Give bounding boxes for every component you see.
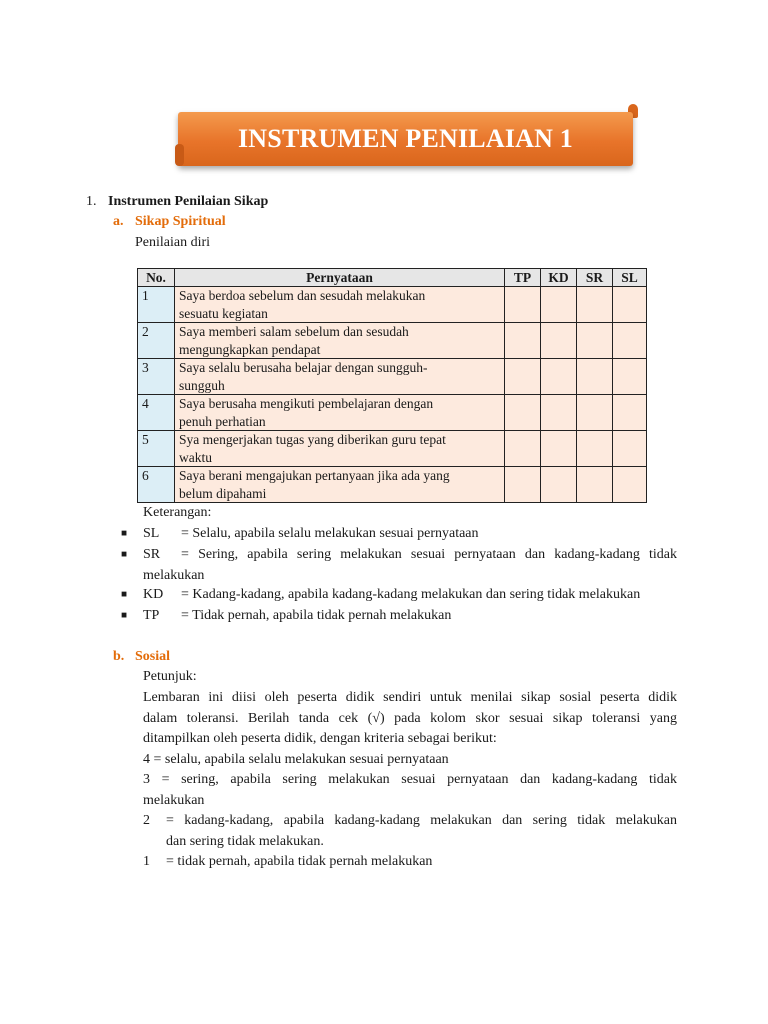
table-header-row [138,269,647,287]
score-cell-sl[interactable] [613,431,647,467]
criteria-1-number: 1 [143,854,150,869]
instruction-line: Lembaran ini diisi oleh peserta didik sendiri untuk menilai sikap sosial peserta didik [143,690,677,705]
criteria-1: = tidak pernah, apabila tidak pernah melakukan [166,854,433,869]
row-number: 1 [138,287,175,323]
score-cell-tp[interactable] [505,359,541,395]
statement-line: Saya selalu berusaha belajar dengan sungguh- [179,360,428,375]
score-cell-kd[interactable] [541,467,577,503]
statement-line: Saya berusaha mengikuti pembelajaran dengan [179,396,434,411]
legend-text: = Kadang-kadang, apabila kadang-kadang melakukan dan sering tidak melakukan [181,587,641,602]
criteria-4: 4 = selalu, apabila selalu melakukan sesuai pernyataan [143,752,449,767]
score-cell-kd[interactable] [541,359,577,395]
table-row [138,287,647,323]
legend-text-continued: melakukan [143,568,205,583]
keterangan-label: Keterangan: [143,505,212,520]
statement-line: Saya berdoa sebelum dan sesudah melakukan [179,288,426,303]
row-statement [175,467,505,503]
subsection-title: Sikap Spiritual [135,214,226,229]
statement-line: Sya mengerjakan tugas yang diberikan guru tepat [179,432,446,447]
table-row [138,467,647,503]
legend-code: SL [143,526,160,541]
score-cell-sr[interactable] [577,359,613,395]
header-statement: Pernyataan [175,269,505,287]
score-cell-tp[interactable] [505,395,541,431]
legend-text: = Sering, apabila sering melakukan sesuai pernyataan dan kadang-kadang tidak [181,547,677,562]
header-kd: KD [541,269,577,287]
subsection-letter: b. [113,649,125,664]
score-cell-sr[interactable] [577,395,613,431]
statement-line: penuh perhatian [179,413,266,429]
score-cell-tp[interactable] [505,431,541,467]
row-statement [175,287,505,323]
instruction-line: dalam toleransi. Berilah tanda cek (√) pada kolom skor sesuai sikap toleransi yang [143,711,677,726]
statement-line: belum dipahami [179,485,267,501]
score-cell-kd[interactable] [541,287,577,323]
legend-text: = Tidak pernah, apabila tidak pernah melakukan [181,608,452,623]
score-cell-kd[interactable] [541,323,577,359]
score-cell-tp[interactable] [505,323,541,359]
score-cell-sr[interactable] [577,287,613,323]
score-cell-sr[interactable] [577,323,613,359]
statement-line: sungguh [179,377,225,393]
statement-line: waktu [179,449,212,465]
criteria-2-continued: dan sering tidak melakukan. [166,834,324,849]
section-title: Instrumen Penilaian Sikap [108,194,269,209]
criteria-3-continued: melakukan [143,793,205,808]
score-cell-sl[interactable] [613,323,647,359]
table-row [138,431,647,467]
statement-line: Saya berani mengajukan pertanyaan jika ada yang [179,468,450,483]
header-sl: SL [613,269,647,287]
row-statement [175,431,505,467]
page-title: INSTRUMEN PENILAIAN 1 [237,124,573,153]
row-number: 5 [138,431,175,467]
instruction-line: ditampilkan oleh peserta didik, dengan kriteria sebagai berikut: [143,731,497,746]
legend-code: SR [143,547,161,562]
subsection-title: Sosial [135,649,171,664]
criteria-2-number: 2 [143,813,150,828]
criteria-3: 3 = sering, apabila sering melakukan sesuai pernyataan dan kadang-kadang tidak [143,772,677,787]
row-number: 6 [138,467,175,503]
statement-line: Saya memberi salam sebelum dan sesudah [179,324,409,339]
self-assessment-table [137,268,647,503]
bullet-icon: ■ [121,528,128,539]
table-row [138,359,647,395]
table-caption: Penilaian diri [135,235,211,250]
legend-text: = Selalu, apabila selalu melakukan sesuai pernyataan [181,526,479,541]
row-statement [175,323,505,359]
score-cell-kd[interactable] [541,431,577,467]
row-number: 3 [138,359,175,395]
petunjuk-label: Petunjuk: [143,669,197,684]
score-cell-sl[interactable] [613,287,647,323]
subsection-letter: a. [113,214,124,229]
row-number: 4 [138,395,175,431]
header-sr: SR [577,269,613,287]
legend-code: TP [143,608,160,623]
bullet-icon: ■ [121,549,128,560]
legend-code: KD [143,587,164,602]
score-cell-kd[interactable] [541,395,577,431]
header-no: No. [138,269,175,287]
table-row [138,323,647,359]
statement-line: mengungkapkan pendapat [179,341,321,357]
section-number: 1. [86,194,97,209]
score-cell-sl[interactable] [613,467,647,503]
score-cell-tp[interactable] [505,467,541,503]
score-cell-sl[interactable] [613,395,647,431]
table-row [138,395,647,431]
row-statement [175,359,505,395]
criteria-2: = kadang-kadang, apabila kadang-kadang melakukan dan sering tidak melakukan [166,813,677,828]
header-tp: TP [505,269,541,287]
bullet-icon: ■ [121,589,128,600]
score-cell-tp[interactable] [505,287,541,323]
row-number: 2 [138,323,175,359]
title-banner [178,104,638,166]
score-cell-sr[interactable] [577,467,613,503]
row-statement [175,395,505,431]
bullet-icon: ■ [121,610,128,621]
score-cell-sr[interactable] [577,431,613,467]
statement-line: sesuatu kegiatan [179,305,268,321]
score-cell-sl[interactable] [613,359,647,395]
